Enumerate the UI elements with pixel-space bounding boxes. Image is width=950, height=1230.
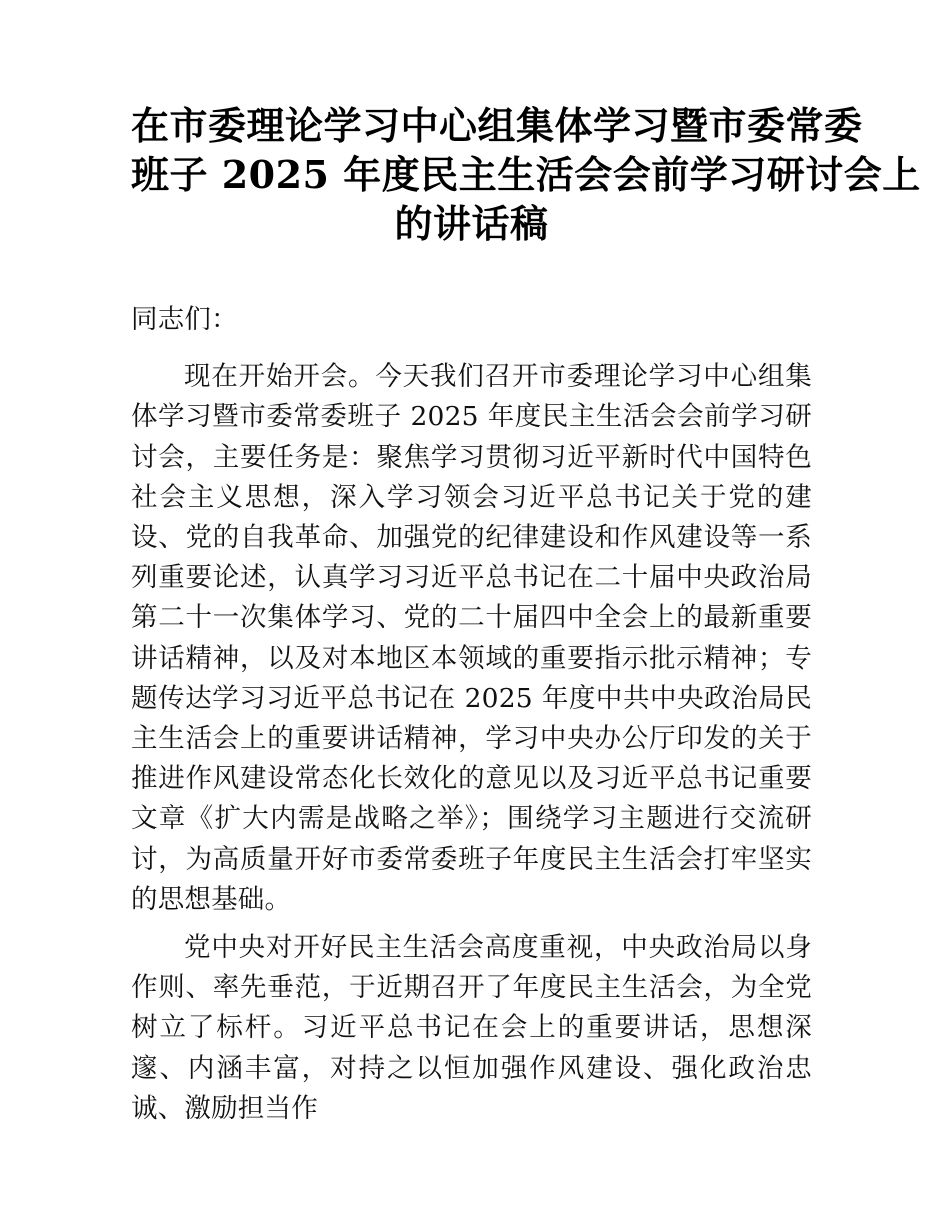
title-line-2: 班子 2025 年度民主生活会会前学习研讨会上 [131,152,921,197]
document-body [131,300,812,1129]
salutation: 同志们： [131,304,238,335]
body-paragraph-1: 现在开始开会。今天我们召开市委理论学习中心组集体学习暨市委常委班子 2025 年度民主生活会会前学习研讨会，主要任务是：聚焦学习贯彻习近平新时代中国特色社会主义思想，深入学习领会习近平总书记关于党的建设、党的自我革命、加强党的纪律建设和作风建设等一系列重要论述，认真学习习近平总书记在二十届中央政治局第二十一次集体学习、党的二十届四中全会上的最新重要讲话精神，以及对本地区本领域的重要指示批示精神；专题传达学习习近平总书记在 2025 年度中共中央政治局民主生活会上的重要讲话精神，学习中央办公厅印发的关于推进作风建设常态化长效化的意见以及习近平总书记重要文章《扩大内需是战略之举》；围绕学习主题进行交流研讨，为高质量开好市委常委班子年度民主生活会打牢坚实的思想基础。 [131,361,812,915]
title-line-1: 在市委理论学习中心组集体学习暨市委常委 [131,103,863,148]
page-title [131,101,921,248]
title-line-3: 的讲话稿 [394,201,549,246]
body-paragraph-2: 党中央对开好民主生活会高度重视，中央政治局以身作则、率先垂范，于近期召开了年度民主生活会，为全党树立了标杆。习近平总书记在会上的重要讲话，思想深邃、内涵丰富，对持之以恒加强作风建设、强化政治忠诚、激励担当作 [131,932,812,1124]
